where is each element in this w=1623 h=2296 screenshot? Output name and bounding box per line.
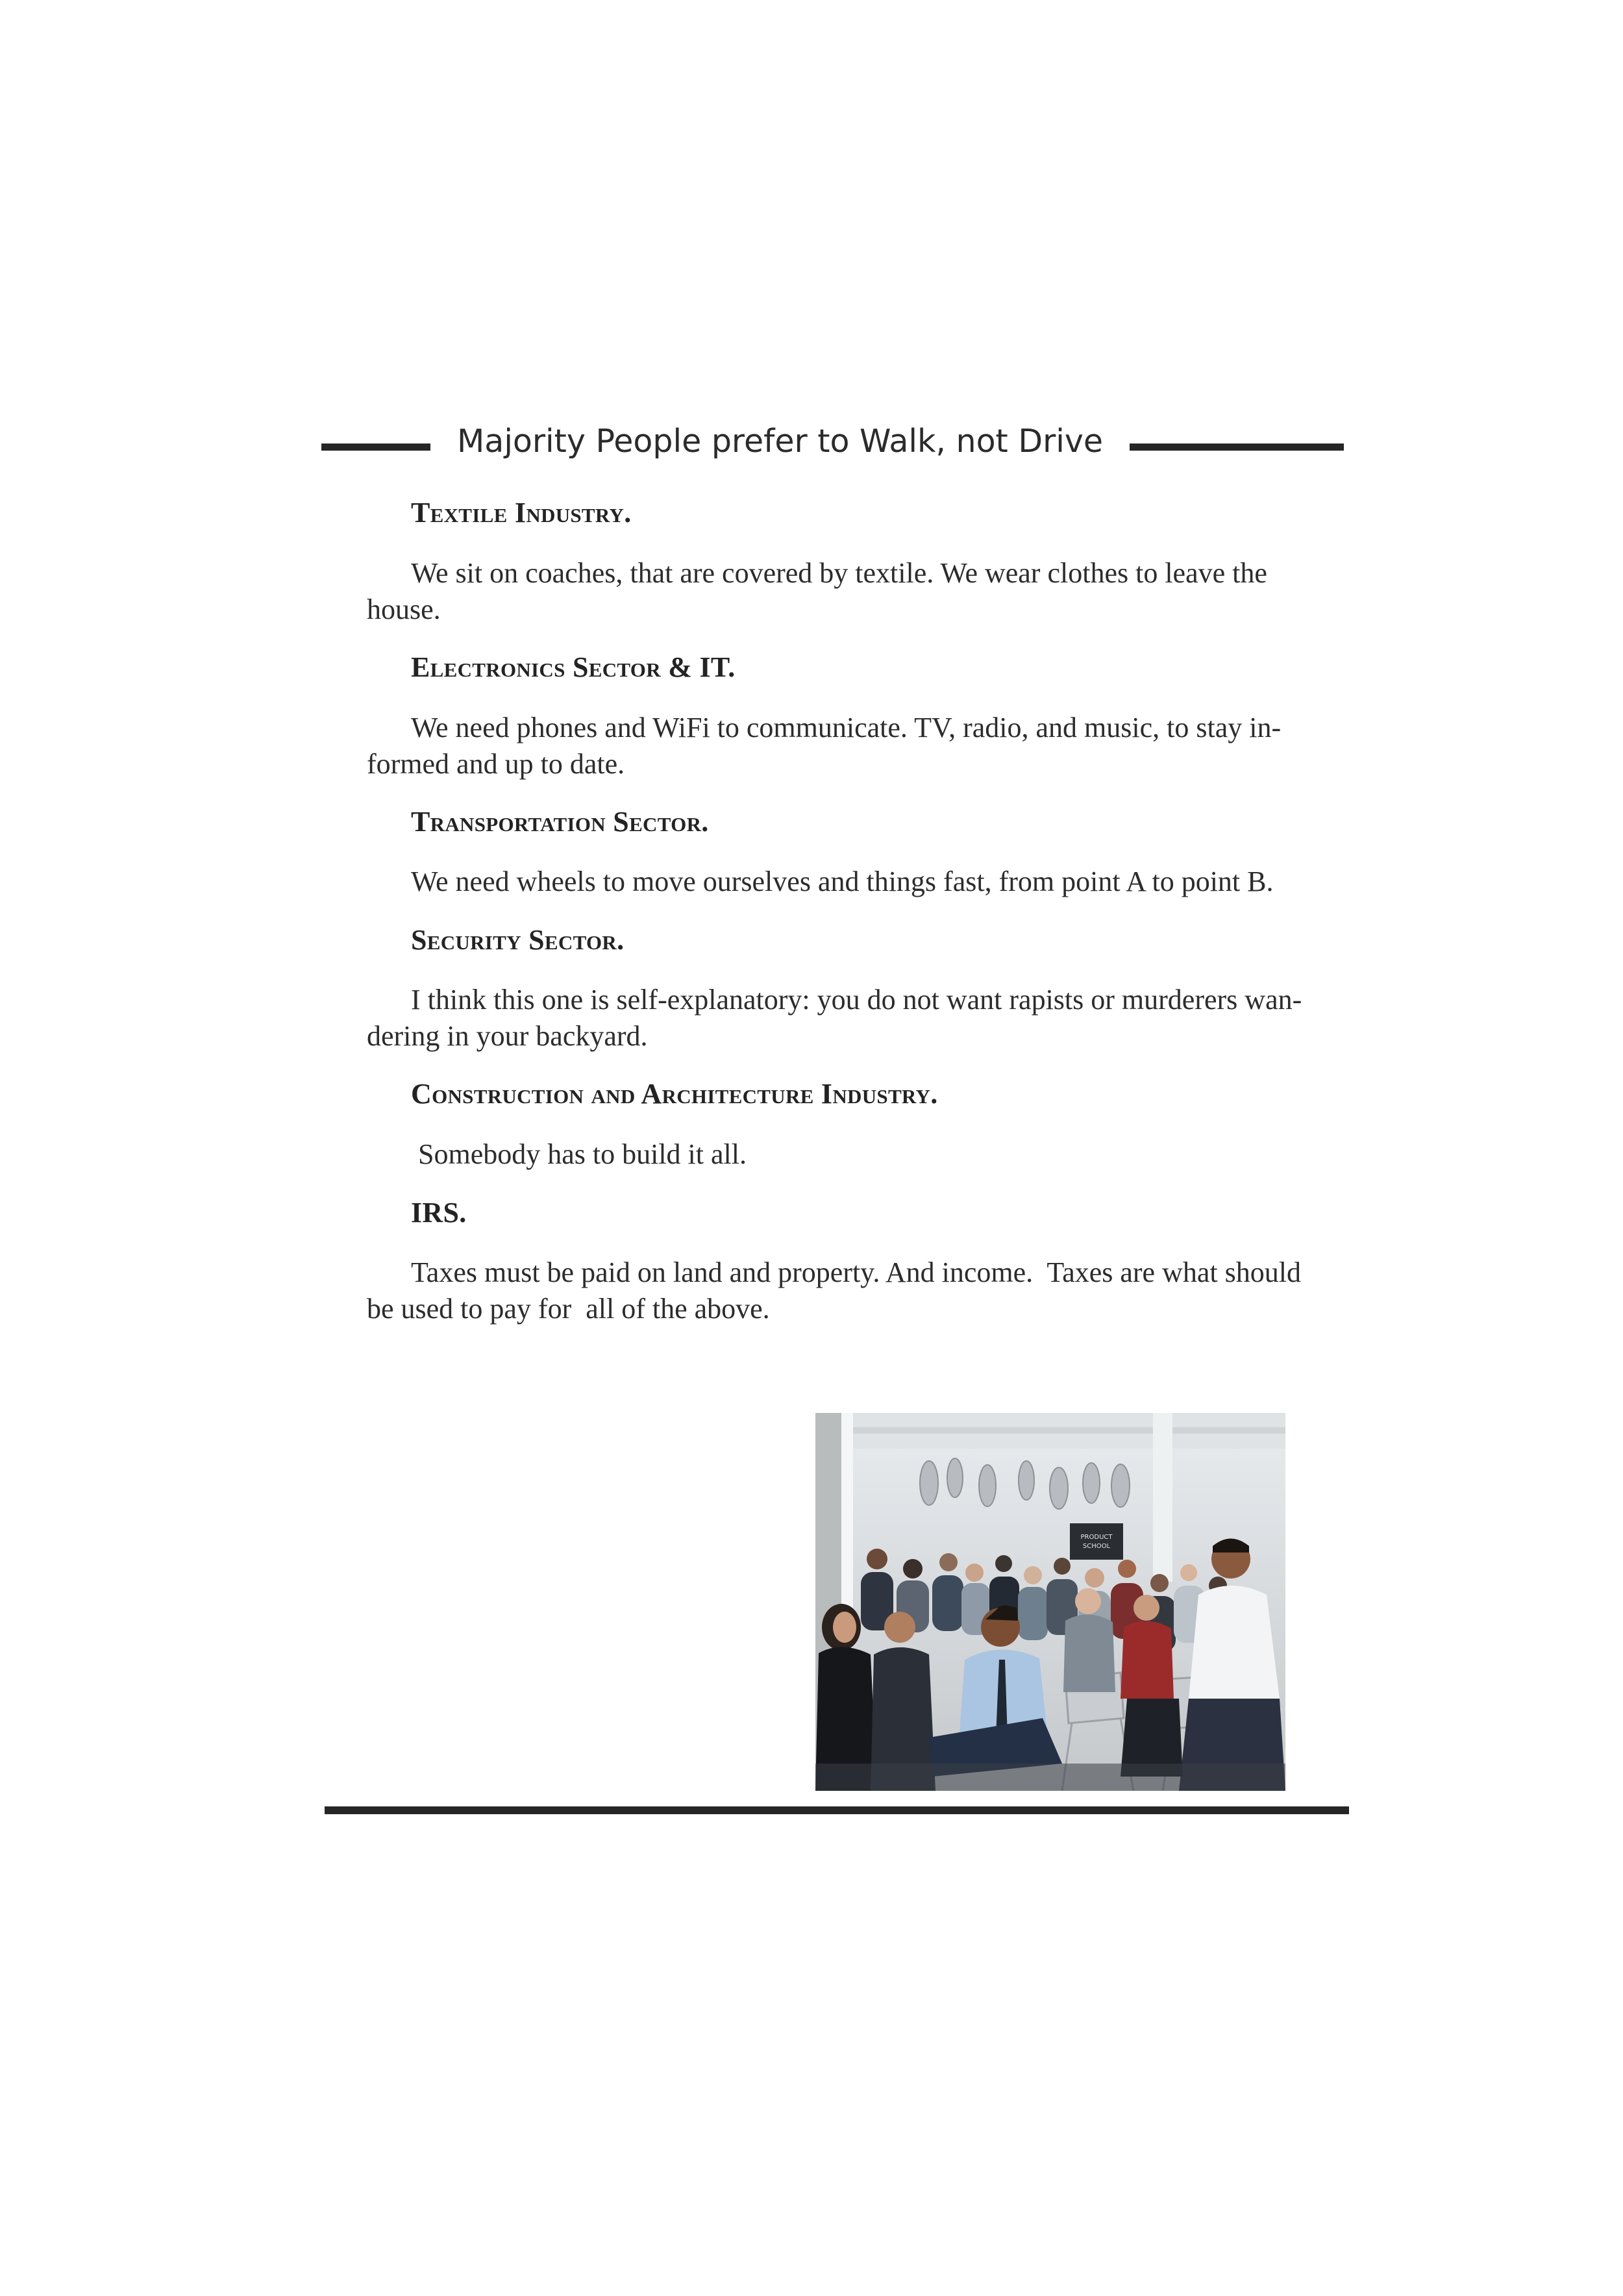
header-rule-right: [1130, 443, 1344, 451]
section-body-security: [367, 982, 1315, 1054]
audience-photo: [815, 1413, 1285, 1791]
body-line: be used to pay for all of the above.: [367, 1293, 770, 1325]
section-heading-electronics: Electronics Sector & IT.: [411, 651, 736, 683]
svg-text:SCHOOL: SCHOOL: [1082, 1543, 1111, 1550]
section-heading-construction: Construction and Architecture Industry.: [411, 1078, 938, 1110]
section-heading-textile: Textile Industry.: [411, 497, 632, 529]
section-body-construction: [367, 1136, 1315, 1173]
body-line: We sit on coaches, that are covered by textile. We wear clothes to leave the: [411, 557, 1267, 589]
body-line: house.: [367, 593, 441, 625]
section-body-textile: [367, 555, 1315, 628]
footer-rule: [325, 1806, 1349, 1814]
body-line: dering in your backyard.: [367, 1020, 648, 1052]
body-line: Taxes must be paid on land and property. And income. Taxes are what should: [411, 1256, 1301, 1288]
section-body-transportation: [367, 864, 1315, 900]
body-line: formed and up to date.: [367, 748, 625, 780]
svg-text:PRODUCT: PRODUCT: [1080, 1534, 1113, 1541]
section-heading-security: Security Sector.: [411, 924, 625, 956]
section-body-electronics: [367, 710, 1315, 782]
section-body-irs: [367, 1254, 1315, 1327]
body-line: Somebody has to build it all.: [411, 1138, 747, 1170]
section-heading-transportation: Transportation Sector.: [411, 806, 709, 838]
body-line: I think this one is self-explanatory: you do not want rapists or murderers wan-: [411, 984, 1302, 1016]
body-line: We need phones and WiFi to communicate. TV, radio, and music, to stay in-: [411, 712, 1282, 743]
body-line: We need wheels to move ourselves and things fast, from point A to point B.: [411, 866, 1274, 897]
page-title: Majority People prefer to Walk, not Drive: [457, 423, 1103, 460]
header-rule-left: [321, 443, 430, 451]
section-heading-irs: IRS.: [411, 1197, 467, 1229]
